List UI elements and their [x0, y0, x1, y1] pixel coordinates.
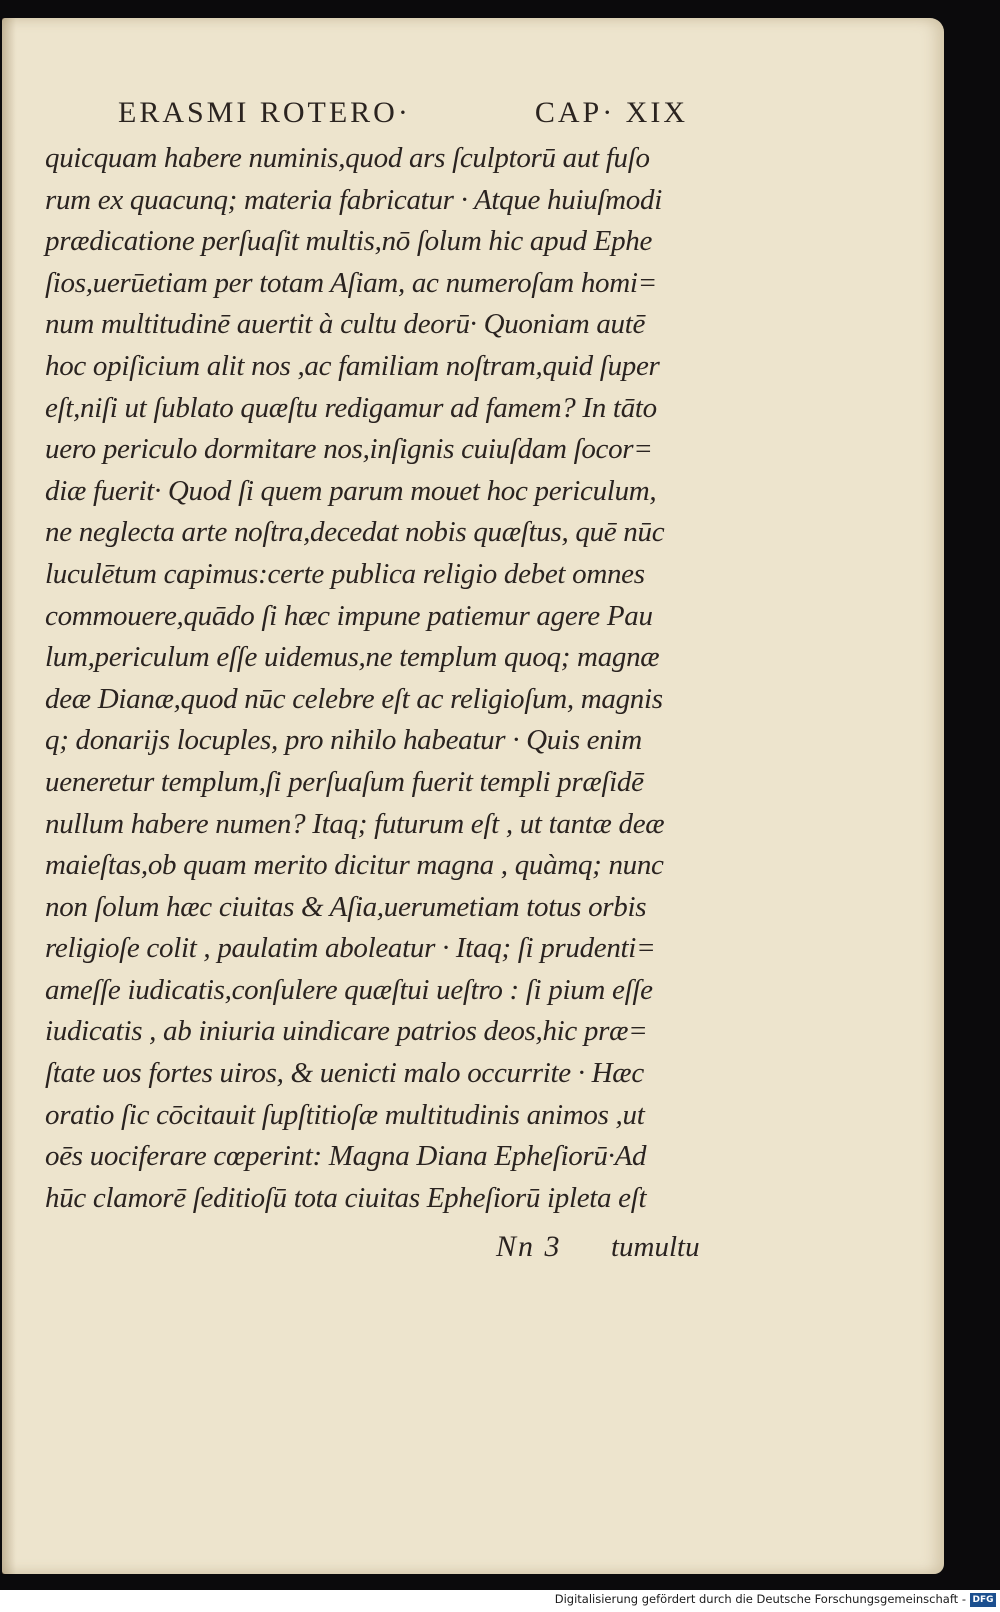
text-line: hūc clamorē ſeditioſū tota ciuitas Epheſiorū ipleta eſt [45, 1181, 647, 1214]
text-line: non ſolum hæc ciuitas & Aſia,uerumetiam totus orbis [45, 890, 647, 923]
text-line: hoc opiſicium alit nos ,ac familiam noſtram,quid ſuper [45, 349, 660, 382]
text-line: uero periculo dormitare nos,inſignis cuiuſdam ſocor= [45, 433, 653, 466]
credit-bar [0, 1590, 1000, 1612]
catchword: tumultu [611, 1231, 700, 1263]
text-line: ſios,uerūetiam per totam Aſiam, ac numeroſam homi= [45, 266, 657, 299]
text-line: prædicatione perſuaſit multis,nō ſolum hic apud Ephe [45, 225, 653, 258]
running-head [118, 96, 688, 136]
text-line: lum,periculum eſſe uidemus,ne templum quoq; magnæ [45, 641, 660, 674]
text-line: q; donarijs locuples, pro nihilo habeatur · Quis enim [45, 724, 642, 757]
running-head-title: ERASMI ROTERO· [118, 96, 411, 129]
text-line: maieſtas,ob quam merito dicitur magna , quàmq; nunc [45, 849, 664, 882]
text-line: ameſſe iudicatis,conſulere quæſtui ueſtro : ſi pium eſſe [45, 973, 653, 1006]
text-line: nullum habere numen? Itaq; futurum eſt , ut tantæ deæ [45, 807, 665, 840]
funding-credit: Digitalisierung gefördert durch die Deutsche Forschungsgemeinschaft - [554, 1592, 966, 1606]
signature-mark: Nn 3 [496, 1230, 562, 1263]
text-line: iudicatis , ab iniuria uindicare patrios deos,hic præ= [45, 1015, 648, 1048]
text-line: religioſe colit , paulatim aboleatur · Itaq; ſi prudenti= [45, 932, 656, 965]
text-line: diæ fuerit· Quod ſi quem parum mouet hoc periculum, [45, 474, 657, 507]
dfg-logo: DFG [970, 1593, 996, 1607]
text-line: deæ Dianæ,quod nūc celebre eſt ac religioſum, magnis [45, 682, 663, 715]
text-line: rum ex quacunq; materia fabricatur · Atque huiuſmodi [45, 183, 662, 216]
text-line: ne neglecta arte noſtra,decedat nobis quæſtus, quē nūc [45, 516, 665, 549]
running-head-chapter: CAP· XIX [534, 96, 688, 129]
text-line: eſt,niſi ut ſublato quæſtu redigamur ad famem? In tāto [45, 391, 657, 424]
text-line: quicquam habere numinis,quod ars ſculptorū aut fuſo [45, 142, 650, 174]
text-line: num multitudinē auertit à cultu deorū· Quoniam autē [45, 308, 646, 341]
text-line: commouere,quādo ſi hæc impune patiemur agere Pau [45, 599, 653, 632]
body-text [45, 138, 735, 1219]
text-line: ueneretur templum,ſi perſuaſum fuerit templi præſidē [45, 765, 644, 798]
spine-shadow [2, 18, 16, 1574]
text-line: oratio ſic cōcitauit ſupſtitioſæ multitudinis animos ,ut [45, 1098, 645, 1131]
text-line: luculētum capimus:certe publica religio debet omnes [45, 557, 645, 590]
text-line: ſtate uos fortes uiros, & uenicti malo occurrite · Hæc [45, 1057, 644, 1090]
text-line: oēs uociferare cœperint: Magna Diana Epheſiorū·Ad [45, 1140, 647, 1173]
